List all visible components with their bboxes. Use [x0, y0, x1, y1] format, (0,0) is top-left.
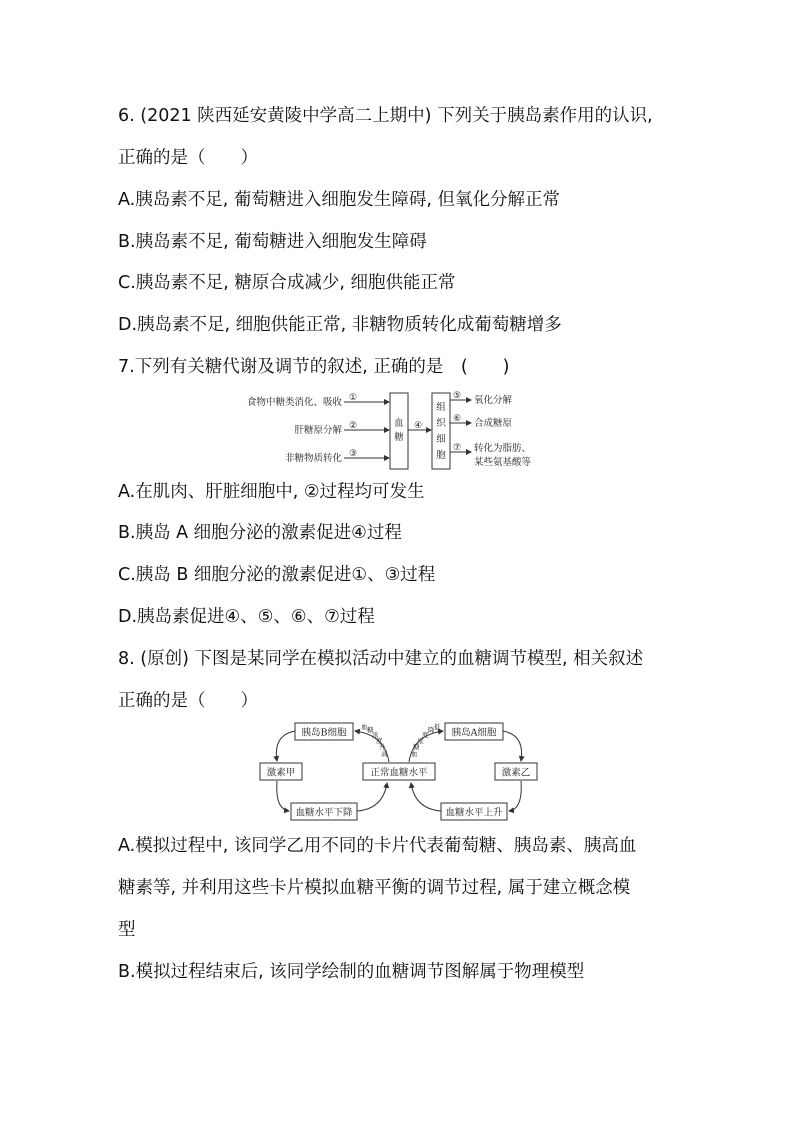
num-5: ⑤: [453, 391, 462, 401]
q7-option-b[interactable]: B.胰岛 A 细胞分泌的激素促进④过程: [118, 523, 402, 543]
q6-option-b[interactable]: B.胰岛素不足, 葡萄糖进入细胞发生障碍: [118, 232, 427, 252]
svg-text:胞: 胞: [436, 450, 446, 461]
blood-glucose-box: [390, 393, 408, 469]
svg-text:细: 细: [436, 434, 446, 445]
q8-option-a-line1[interactable]: A.模拟过程中, 该同学乙用不同的卡片代表葡萄糖、胰岛素、胰高血: [118, 836, 637, 856]
blood-sugar-model-diagram: [255, 717, 545, 825]
q7-option-a[interactable]: A.在肌肉、肝脏细胞中, ②过程均可发生: [118, 482, 425, 502]
output-glycogen: 合成糖原: [474, 418, 513, 429]
svg-text:织: 织: [436, 418, 446, 429]
q7-option-d[interactable]: D.胰岛素促进④、⑤、⑥、⑦过程: [118, 607, 375, 627]
q8-stem-line1: 8. (原创) 下图是某同学在模拟活动中建立的血糖调节模型, 相关叙述: [118, 649, 644, 669]
svg-text:糖: 糖: [367, 726, 374, 734]
q8-stem-line2: 正确的是（ ）: [118, 691, 258, 711]
svg-text:血糖水平下降: 血糖水平下降: [295, 807, 353, 819]
source-food: 食物中糖类消化、吸收: [246, 397, 342, 408]
svg-text:组: 组: [436, 402, 446, 413]
output-oxidation: 氧化分解: [474, 395, 513, 406]
q6-option-a[interactable]: A.胰岛素不足, 葡萄糖进入细胞发生障碍, 但氧化分解正常: [118, 190, 560, 210]
svg-text:升: 升: [379, 743, 386, 751]
svg-text:胰岛B细胞: 胰岛B细胞: [301, 727, 347, 739]
num-3: ③: [349, 449, 358, 459]
svg-text:正常血糖水平: 正常血糖水平: [370, 767, 428, 779]
svg-text:胰岛A细胞: 胰岛A细胞: [451, 727, 497, 739]
num-2: ②: [349, 421, 358, 431]
q6-option-d[interactable]: D.胰岛素不足, 细胞供能正常, 非糖物质转化成葡萄糖增多: [118, 315, 562, 335]
svg-text:糖: 糖: [413, 743, 420, 751]
num-1: ①: [349, 393, 358, 403]
svg-text:激素甲: 激素甲: [266, 767, 296, 779]
output-amino-acids: 某些氨基酸等: [474, 457, 532, 468]
source-non-sugar: 非糖物质转化: [284, 453, 342, 464]
output-fat: 转化为脂肪、: [474, 443, 532, 454]
svg-text:糖: 糖: [394, 432, 404, 443]
svg-text:度: 度: [422, 731, 429, 739]
q6-stem-line1: 6. (2021 陕西延安黄陵中学高二上期中) 下列关于胰岛素作用的认识,: [118, 106, 653, 126]
q7-stem: 7.下列有关糖代谢及调节的叙述, 正确的是 ( ): [118, 357, 510, 377]
num-6: ⑥: [453, 414, 462, 424]
svg-text:血: 血: [394, 418, 404, 429]
svg-text:低: 低: [434, 723, 441, 731]
q6-stem-line2: 正确的是（ ）: [118, 148, 258, 168]
num-4: ④: [414, 421, 423, 431]
svg-text:血糖水平上升: 血糖水平上升: [445, 807, 503, 819]
glucose-metabolism-diagram: [245, 390, 555, 472]
q8-option-b[interactable]: B.模拟过程结束后, 该同学绘制的血糖调节图解属于物理模型: [118, 962, 585, 982]
num-7: ⑦: [453, 443, 462, 453]
svg-text:血: 血: [411, 750, 418, 758]
q7-option-c[interactable]: C.胰岛 B 细胞分泌的激素促进①、③过程: [118, 565, 436, 585]
svg-text:降: 降: [428, 726, 435, 734]
svg-text:激素乙: 激素乙: [501, 767, 531, 779]
svg-text:血: 血: [361, 723, 368, 731]
source-liver-glycogen: 肝糖原分解: [294, 425, 342, 436]
q6-option-c[interactable]: C.胰岛素不足, 糖原合成减少, 细胞供能正常: [118, 273, 456, 293]
q8-option-a-line3[interactable]: 型: [118, 920, 136, 940]
svg-text:浓: 浓: [372, 731, 379, 739]
svg-text:浓: 浓: [417, 737, 424, 745]
q8-option-a-line2[interactable]: 糖素等, 并利用这些卡片模拟血糖平衡的调节过程, 属于建立概念模: [118, 878, 631, 898]
svg-text:高: 高: [381, 750, 388, 758]
svg-text:度: 度: [376, 737, 383, 745]
